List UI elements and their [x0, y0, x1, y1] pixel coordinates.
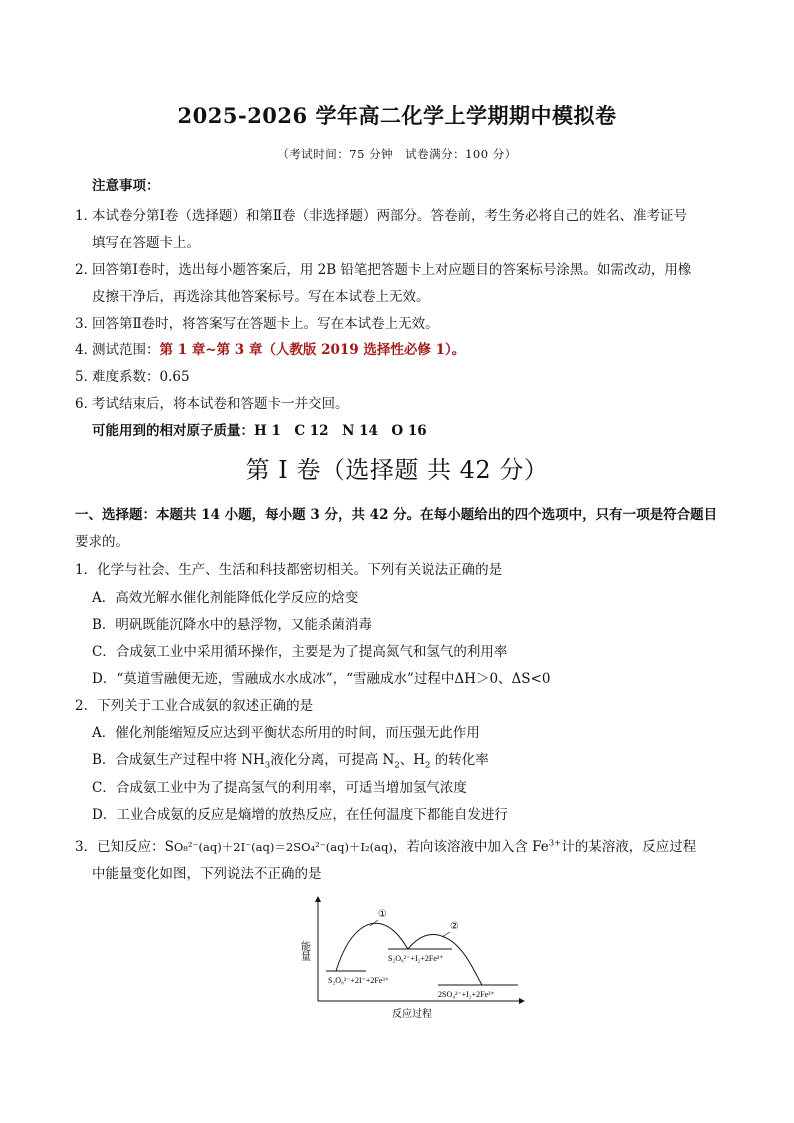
- exam-title: 2025-2026 学年高二化学上学期期中模拟卷: [177, 103, 617, 128]
- energy-profile-diagram: [296, 893, 526, 1023]
- notice-item-1-cont: 填写在答题卡上。: [92, 235, 200, 251]
- question-2-option-c: C．合成氨工业中为了提高氢气的利用率，可适当增加氢气浓度: [92, 780, 467, 796]
- question-2-option-a: A．催化剂能缩短反应达到平衡状态所用的时间，而压强无此作用: [92, 725, 480, 741]
- section-title: 第 I 卷（选择题 共 42 分）: [245, 456, 549, 484]
- notice-heading: 注意事项：: [92, 178, 160, 194]
- question-3-stem: 3．已知反应：SO₈²⁻(aq)＋2I⁻(aq)＝2SO₄²⁻(aq)＋I₂(aq)，若向该溶液中加入含 $Fe^{3+}$计的某溶液，反应过程: [75, 838, 697, 855]
- peak-2-label: ②: [450, 921, 459, 932]
- section-intro: 一、选择题：本题共 14 小题，每小题 3 分，共 42 分。在每小题给出的四个选项中，只有一项是符合题目: [75, 507, 718, 523]
- question-2-stem: 2．下列关于工业合成氨的叙述正确的是: [75, 698, 314, 714]
- notice-item-5: 5．难度系数：0.65: [75, 369, 190, 385]
- notice-item-2: 2．回答第Ⅰ卷时，选出每小题答案后，用 2B 铅笔把答题卡上对应题目的答案标号涂黑。如需改动，用橡: [75, 262, 692, 278]
- peak-2-leader: [442, 932, 450, 937]
- atomic-masses: 可能用到的相对原子质量：H 1 C 12 N 14 O 16: [92, 423, 427, 439]
- peak-1-label: ①: [378, 909, 387, 920]
- question-1-option-d: D．“莫道雪融便无迹，雪融成水水成冰”，“雪融成水”过程中ΔH＞0、ΔS<0: [92, 671, 551, 687]
- question-1-option-b: B．明矾既能沉降水中的悬浮物，又能杀菌消毒: [92, 617, 372, 633]
- question-1-option-a: A．高效光解水催化剂能降低化学反应的焓变: [92, 590, 359, 606]
- notice-item-2-cont: 皮擦干净后，再选涂其他答案标号。写在本试卷上无效。: [92, 289, 430, 305]
- product-label: 2SO₄²⁻+I₂+2Fe³⁺: [438, 990, 495, 999]
- question-1-option-c: C．合成氨工业中采用循环操作，主要是为了提高氮气和氢气的利用率: [92, 644, 508, 660]
- question-1-stem: 1．化学与社会、生产、生活和科技都密切相关。下列有关说法正确的是: [75, 562, 503, 578]
- reactant-label: S₂O₈²⁻+2I⁻+2Fe³⁺: [328, 976, 389, 985]
- reaction-path-step-1: [336, 923, 408, 971]
- exam-subtitle: （考试时间：75 分钟 试卷满分：100 分）: [277, 147, 517, 161]
- test-range: 第 1 章~第 3 章（人教版 2019 选择性必修 1）: [159, 342, 452, 358]
- x-axis-label: 反应过程: [392, 1009, 432, 1020]
- question-2-option-b: B．合成氨生产过程中将 $NH_3$液化分离，可提高 $N_2$、$H_2$ 的转化率: [92, 752, 489, 771]
- notice-item-1: 1．本试卷分第Ⅰ卷（选择题）和第Ⅱ卷（非选择题）两部分。答卷前，考生务必将自己的姓名、准考证号: [75, 208, 688, 224]
- notice-item-3: 3．回答第Ⅱ卷时，将答案写在答题卡上。写在本试卷上无效。: [75, 316, 439, 332]
- notice-item-4: 4．测试范围：第 1 章~第 3 章（人教版 2019 选择性必修 1）。: [75, 342, 466, 358]
- section-intro-cont: 要求的。: [75, 534, 129, 550]
- y-axis-label: 能量: [298, 941, 310, 961]
- question-2-option-d: D．工业合成氨的反应是熵增的放热反应，在任何温度下都能自发进行: [92, 807, 508, 823]
- notice-item-6: 6．考试结束后，将本试卷和答题卡一并交回。: [75, 396, 349, 412]
- question-3-stem-cont: 中能量变化如图，下列说法不正确的是: [92, 866, 322, 882]
- intermediate-label: S₂O₈²⁻+I₂+2Fe²⁺: [388, 954, 444, 963]
